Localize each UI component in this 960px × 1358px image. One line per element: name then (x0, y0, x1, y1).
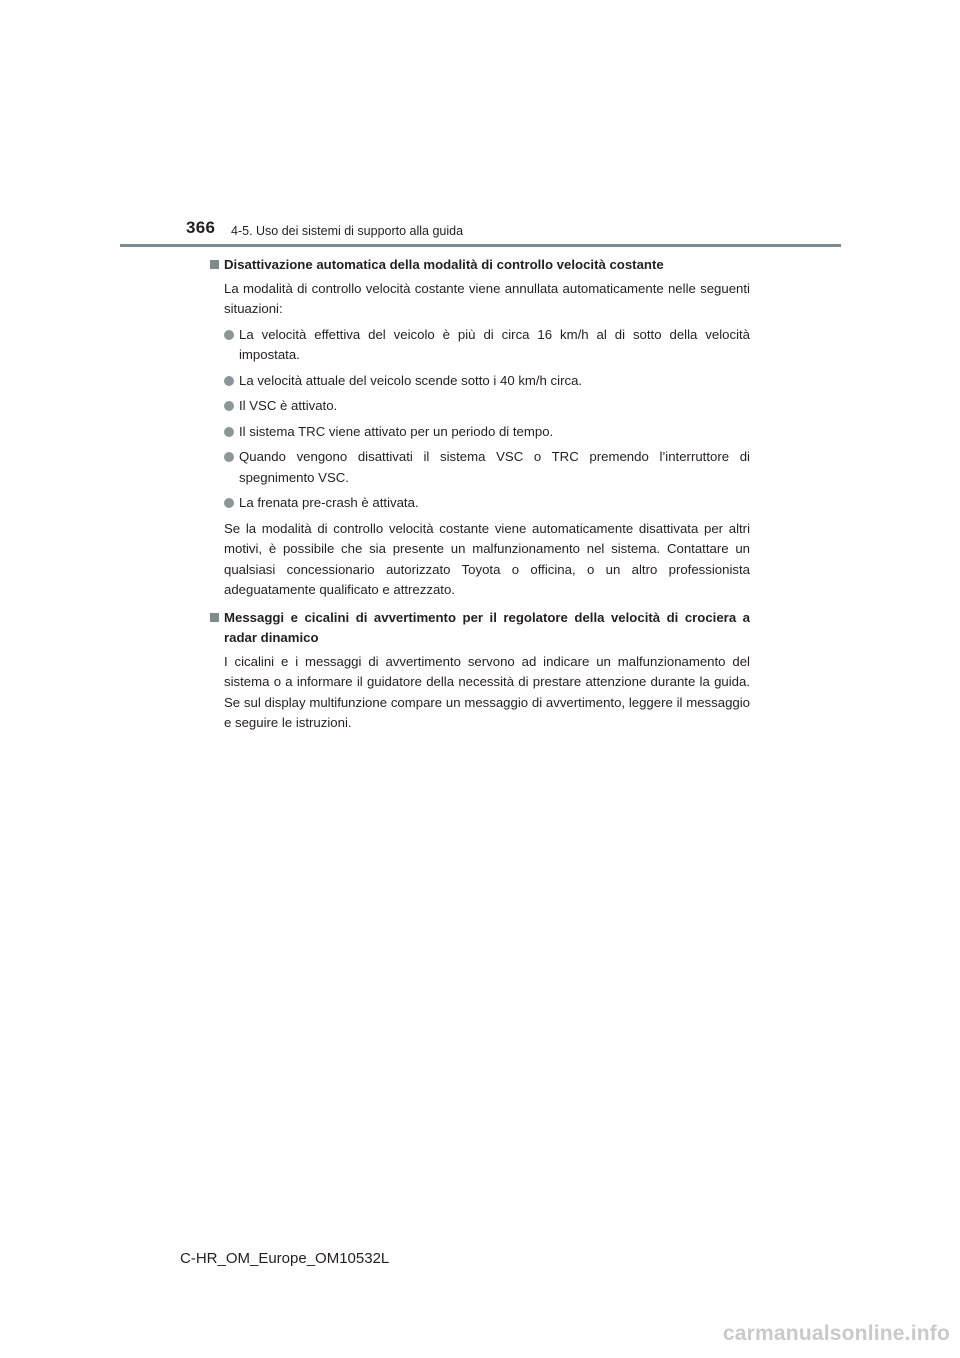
document-code: C-HR_OM_Europe_OM10532L (180, 1250, 390, 1267)
list-item (210, 396, 750, 417)
list-item-text: La velocità effettiva del veicolo è più di circa 16 km/h al di sotto della velocità impostata. (239, 326, 750, 362)
list-item-text: La frenata pre-crash è attivata. (239, 495, 419, 510)
section-heading-warning-messages (210, 608, 750, 649)
page-number: 366 (186, 218, 216, 237)
square-bullet-icon (210, 260, 219, 269)
header-divider (120, 244, 841, 247)
list-item (210, 493, 750, 514)
heading-text: Messaggi e cicalini di avvertimento per il regolatore della velocità di crociera a radar dinamico (224, 609, 750, 645)
paragraph-warning-body: I cicalini e i messaggi di avvertimento servono ad indicare un malfunzionamento del sistema o a informare il guidatore della necessità di prestare attenzione durante la guida. Se sul display multifunzione compare un messaggio di avvertimento, leggere il messaggio e seguire le istruzioni. (224, 653, 750, 730)
page-content (210, 255, 750, 739)
section-title: 4-5. Uso dei sistemi di supporto alla guida (231, 224, 464, 238)
circle-bullet-icon (224, 498, 234, 508)
paragraph-intro: La modalità di controllo velocità costante viene annullata automaticamente nelle seguenti situazioni: (224, 280, 750, 316)
list-item (210, 371, 750, 392)
section-heading-auto-deactivation (210, 255, 750, 276)
list-item (210, 422, 750, 443)
list-item-text: Il sistema TRC viene attivato per un periodo di tempo. (239, 423, 554, 439)
list-item-text: Il VSC è attivato. (239, 398, 338, 413)
list-item (210, 325, 750, 366)
circle-bullet-icon (224, 330, 234, 340)
circle-bullet-icon (224, 376, 234, 386)
list-item (210, 447, 750, 488)
heading-text: Disattivazione automatica della modalità di controllo velocità costante (224, 257, 664, 272)
circle-bullet-icon (224, 427, 234, 437)
list-item-text: La velocità attuale del veicolo scende sotto i 40 km/h circa. (239, 372, 583, 388)
paragraph-outro: Se la modalità di controllo velocità costante viene automaticamente disattivata per altri motivi, è possibile che sia presente un malfunzionamento nel sistema. Contattare un qualsiasi concessionario autorizzato Toyota o officina, o un altro professionista adeguatamente qualificato e attrezzato. (224, 520, 750, 597)
square-bullet-icon (210, 613, 219, 622)
list-item-text: Quando vengono disattivati il sistema VSC o TRC premendo l’interruttore di spegnimento VSC. (239, 449, 750, 485)
watermark: carmanualsonline.info (722, 1322, 950, 1345)
circle-bullet-icon (224, 401, 234, 411)
circle-bullet-icon (224, 452, 234, 462)
